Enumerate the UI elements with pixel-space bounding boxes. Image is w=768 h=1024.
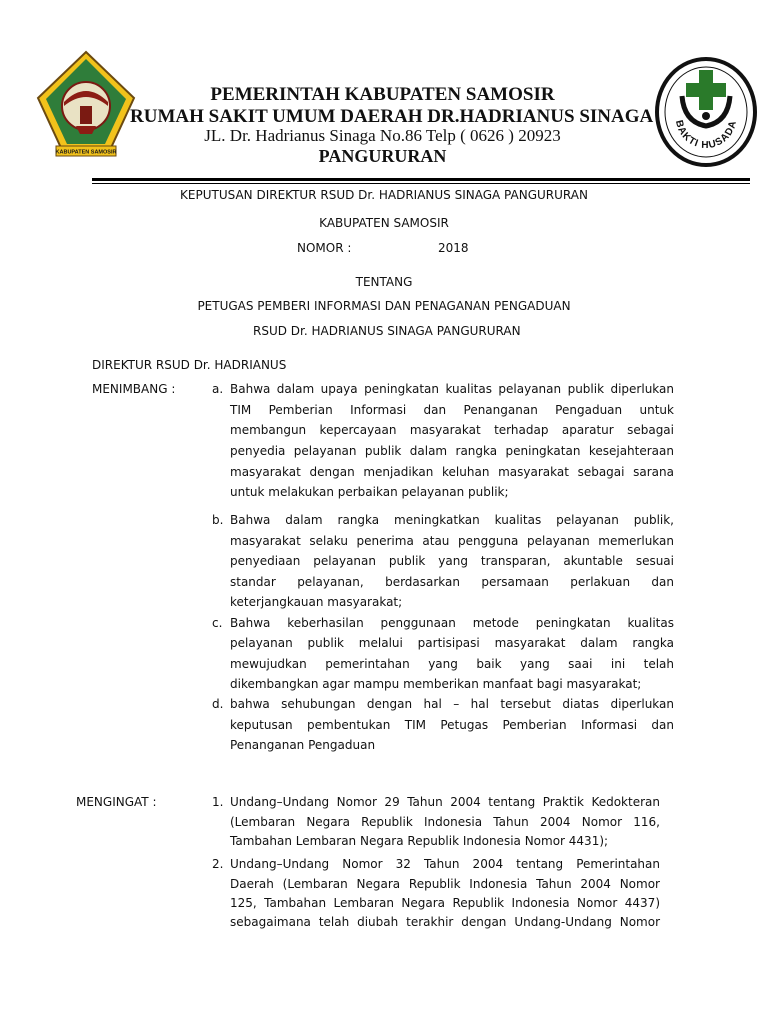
header-rule-thick — [92, 178, 750, 181]
decree-subject-hospital: RSUD Dr. HADRIANUS SINAGA PANGURURAN — [253, 324, 521, 338]
menimbang-label: MENIMBANG : — [92, 382, 176, 396]
bakti-husada-caption: BAKTI HUSADA — [672, 119, 740, 152]
decree-subject: PETUGAS PEMBERI INFORMASI DAN PENAGANAN PENGADUAN — [197, 299, 571, 313]
item-line: Undang–Undang Nomor 32 Tahun 2004 tentang Pemerintahan — [230, 857, 660, 871]
nomor-year: 2018 — [438, 241, 469, 255]
letterhead-address: JL. Dr. Hadrianus Sinaga No.86 Telp ( 0626 ) 20923 — [204, 126, 561, 145]
item-line: Bahwa dalam rangka meningkatkan kualitas pelayanan publik, — [230, 513, 674, 527]
item-line: keputusan pembentukan TIM Petugas Pemberian Informasi dan — [230, 718, 674, 732]
item-marker: d. — [212, 697, 224, 711]
item-line: untuk melakukan perbaikan pelayanan publik; — [230, 485, 509, 499]
item-line: Bahwa dalam upaya peningkatan kualitas pelayanan publik diperlukan — [230, 382, 674, 396]
item-marker: 1. — [212, 795, 224, 809]
item-line: (Lembaran Negara Republik Indonesia Tahun 2004 Nomor 116, — [230, 815, 660, 829]
tentang-heading: TENTANG — [355, 275, 413, 289]
item-line: pelayanan publik melalui partisipasi masyarakat dalam rangka — [230, 636, 674, 650]
item-marker: 2. — [212, 857, 224, 871]
item-line: penyedia pelayanan publik dalam rangka peningkatan kesejahteraan — [230, 444, 674, 458]
header-rule-thin — [92, 183, 750, 184]
emblem-caption: KABUPATEN SAMOSIR — [55, 149, 117, 156]
item-line: bahwa sehubungan dengan hal – hal tersebut diatas diperlukan — [230, 697, 674, 711]
bakti-husada-logo-icon — [654, 56, 758, 168]
item-line: penyediaan pelayanan publik yang transparan, akuntable sesuai — [230, 554, 674, 568]
decree-issuer: DIREKTUR RSUD Dr. HADRIANUS — [92, 358, 287, 372]
item-line: mewujudkan pemerintahan yang baik yang saai ini telah — [230, 657, 674, 671]
item-line: standar pelayanan, berdasarkan persamaan perlakuan dan — [230, 575, 674, 589]
letterhead-city: PANGURURAN — [318, 146, 447, 166]
item-line: keterjangkauan masyarakat; — [230, 595, 403, 609]
letterhead-government: PEMERINTAH KABUPATEN SAMOSIR — [210, 84, 555, 105]
item-line: dikembangkan agar mampu memberikan manfaat bagi masyarakat; — [230, 677, 642, 691]
letterhead-hospital: RUMAH SAKIT UMUM DAERAH DR.HADRIANUS SINAGA — [130, 106, 654, 127]
kabupaten-samosir-emblem-icon — [36, 50, 136, 166]
item-marker: c. — [212, 616, 223, 630]
item-line: masyarakat dengan menjadikan keluhan masyarakat sebagai sarana — [230, 465, 674, 479]
item-line: membangun kepercayaan masyarakat terhadap aparatur sebagai — [230, 423, 674, 437]
item-line: Tambahan Lembaran Negara Republik Indonesia Nomor 4431); — [230, 834, 609, 848]
item-marker: b. — [212, 513, 224, 527]
item-line: 125, Tambahan Lembaran Negara Republik Indonesia Nomor 4437) — [230, 896, 660, 910]
decree-title: KEPUTUSAN DIREKTUR RSUD Dr. HADRIANUS SINAGA PANGURURAN — [180, 188, 588, 202]
mengingat-label: MENGINGAT : — [76, 795, 157, 809]
item-line: Bahwa keberhasilan penggunaan metode peningkatan kualitas — [230, 616, 674, 630]
nomor-label: NOMOR : — [297, 241, 352, 255]
item-line: Daerah (Lembaran Negara Republik Indonesia Tahun 2004 Nomor — [230, 877, 660, 891]
item-line: masyarakat selaku penerima atau pengguna pelayanan memerlukan — [230, 534, 674, 548]
decree-region: KABUPATEN SAMOSIR — [319, 216, 449, 230]
item-line: Undang–Undang Nomor 29 Tahun 2004 tentang Praktik Kedokteran — [230, 795, 660, 809]
item-line: Penanganan Pengaduan — [230, 738, 376, 752]
item-marker: a. — [212, 382, 224, 396]
item-line: TIM Pemberian Informasi dan Penanganan Pengaduan untuk — [230, 403, 674, 417]
item-line: sebagaimana telah diubah terakhir dengan Undang-Undang Nomor — [230, 915, 660, 929]
